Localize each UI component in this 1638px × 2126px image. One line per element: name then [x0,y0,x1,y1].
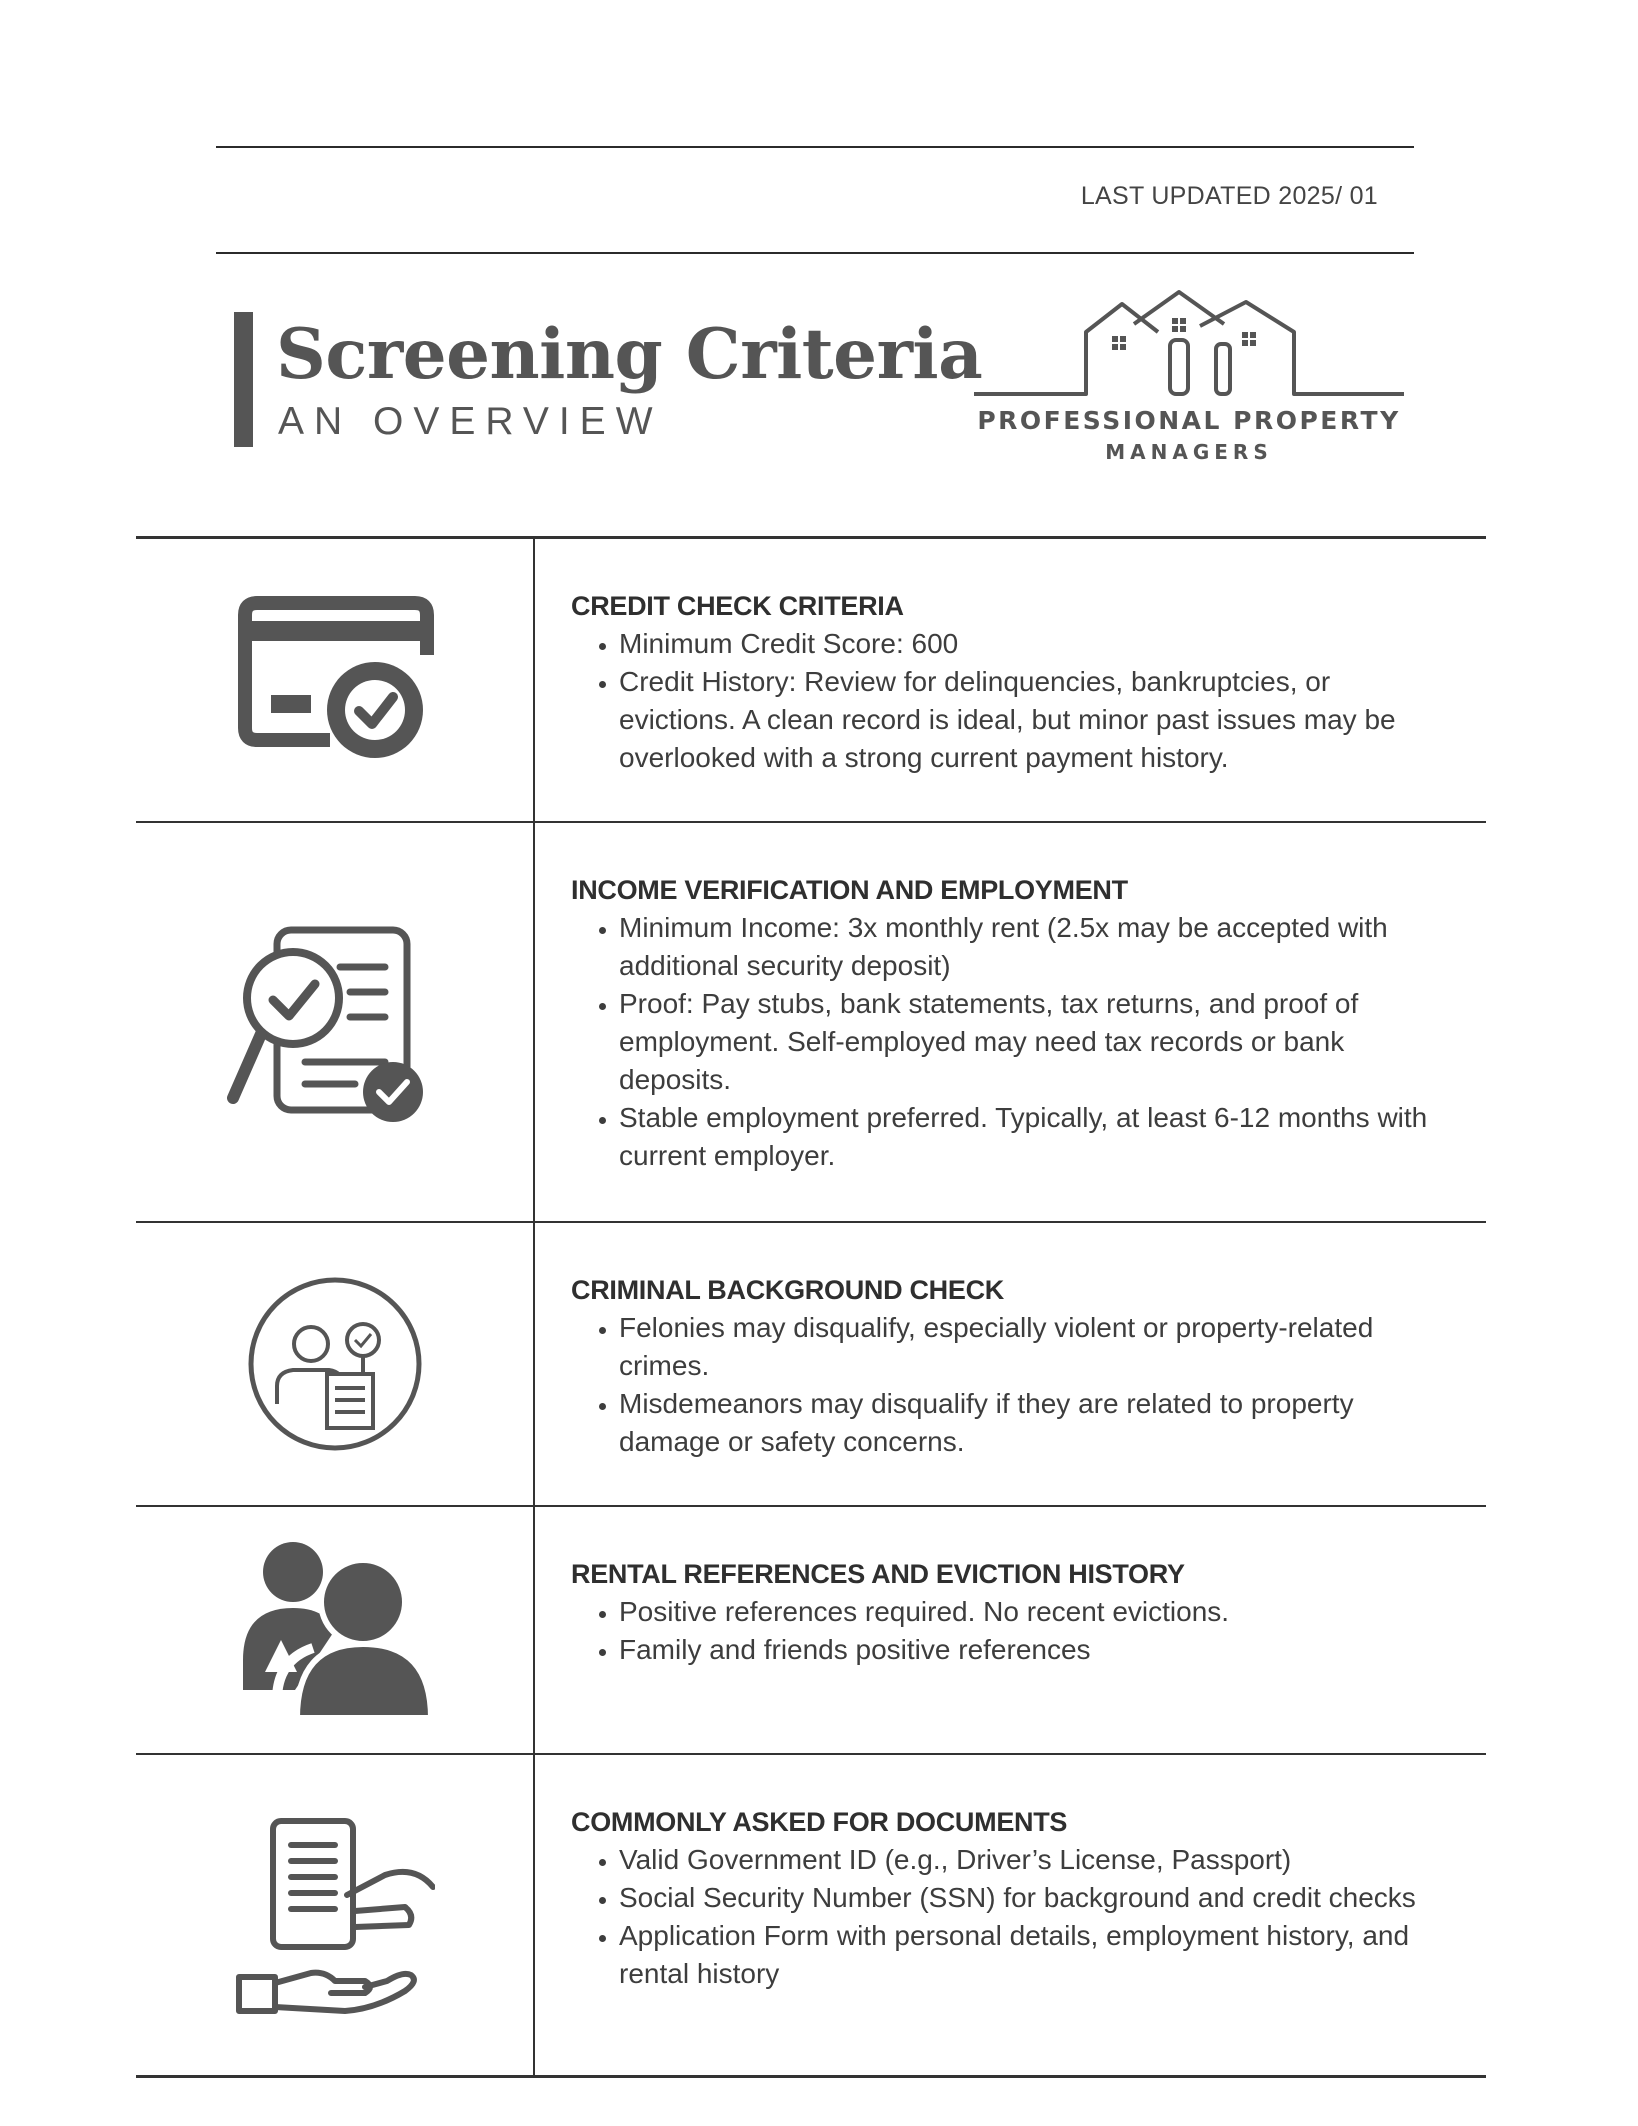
list-item: • Application Form with personal details, employment history, and rental history [619,1917,1450,1993]
section-list [571,1841,1450,1993]
page-subtitle: AN OVERVIEW [278,400,663,443]
icon-cell [136,539,535,821]
section-title: RENTAL REFERENCES AND EVICTION HISTORY [571,1559,1185,1589]
section-title: CREDIT CHECK CRITERIA [571,591,904,621]
list-item: • Positive references required. No recent evictions. [619,1593,1450,1631]
table-row [136,823,1486,1223]
icon-cell [136,1755,535,2075]
icon-cell [136,823,535,1221]
section-list [571,1593,1450,1669]
list-item: • Proof: Pay stubs, bank statements, tax returns, and proof of employment. Self-employed may need tax records or bank deposits. [619,985,1450,1099]
last-updated: LAST UPDATED 2025/ 01 [1080,182,1378,210]
section-list [571,625,1450,777]
documents-section [535,1755,1486,2075]
list-item: • Credit History: Review for delinquencies, bankruptcies, or evictions. A clean record is ideal, but minor past issues may be overlooked with a strong current payment history. [619,663,1450,777]
document-handover-icon [235,1815,435,2015]
list-item: • Misdemeanors may disqualify if they are related to property damage or safety concerns. [619,1385,1450,1461]
income-section [535,823,1486,1221]
icon-cell [136,1507,535,1753]
top-rule [216,146,1414,148]
logo-name: PROFESSIONAL PROPERTY [977,406,1401,435]
section-title: COMMONLY ASKED FOR DOCUMENTS [571,1807,1068,1837]
criminal-section [535,1223,1486,1505]
section-list [571,909,1450,1175]
criteria-table [136,536,1486,2078]
table-row [136,1755,1486,2078]
table-row [136,539,1486,823]
list-item: • Felonies may disqualify, especially violent or property-related crimes. [619,1309,1450,1385]
credit-section [535,539,1486,821]
table-row [136,1507,1486,1755]
list-item: • Stable employment preferred. Typically, at least 6-12 months with current employer. [619,1099,1450,1175]
icon-cell [136,1223,535,1505]
section-list [571,1309,1450,1461]
title-accent-bar [234,312,253,447]
people-referral-icon [235,1540,435,1720]
background-check-icon [245,1274,425,1454]
list-item: • Valid Government ID (e.g., Driver’s License, Passport) [619,1841,1450,1879]
table-row [136,1223,1486,1507]
list-item: • Minimum Income: 3x monthly rent (2.5x may be accepted with additional security deposit) [619,909,1450,985]
list-item: • Social Security Number (SSN) for background and credit checks [619,1879,1450,1917]
section-title: CRIMINAL BACKGROUND CHECK [571,1275,1004,1305]
rental-section [535,1507,1486,1753]
list-item: • Family and friends positive references [619,1631,1450,1669]
section-title: INCOME VERIFICATION AND EMPLOYMENT [571,875,1128,905]
header-rule [216,252,1414,254]
credit-card-check-icon [235,595,435,765]
logo-subname: MANAGERS [1105,440,1273,464]
page-title: Screening Criteria [276,314,983,395]
list-item: • Minimum Credit Score: 600 [619,625,1450,663]
document-magnifier-check-icon [225,922,445,1122]
